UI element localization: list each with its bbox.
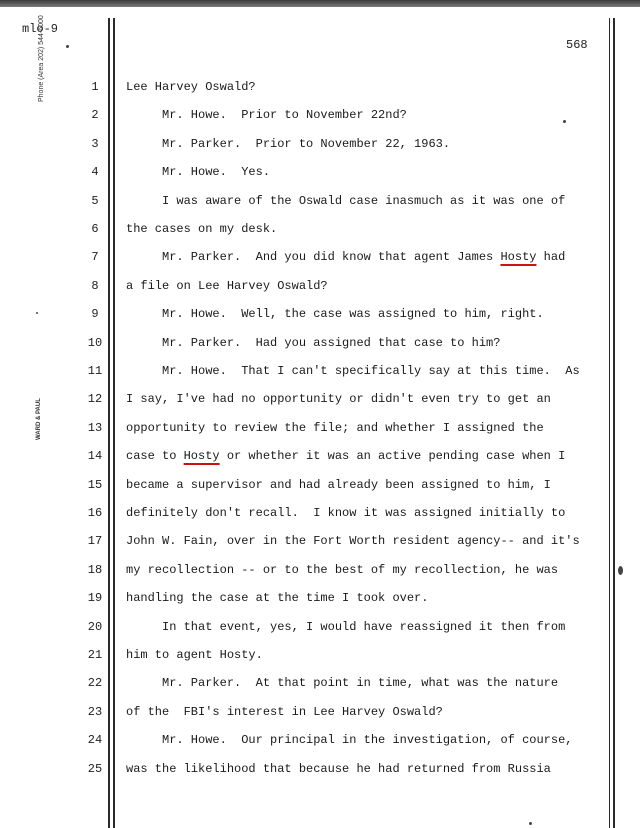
transcript-line bbox=[0, 648, 620, 666]
line-number: 19 bbox=[87, 591, 103, 605]
line-text bbox=[126, 705, 443, 719]
line-number: 25 bbox=[87, 762, 103, 776]
transcript-line bbox=[0, 563, 620, 581]
line-text-part: opportunity to review the file; and whether I assigned the bbox=[126, 421, 544, 435]
page-number: 568 bbox=[566, 38, 588, 52]
line-text-part: Mr. Howe. Well, the case was assigned to him, right. bbox=[126, 307, 544, 321]
transcript-line bbox=[0, 80, 620, 98]
line-text bbox=[126, 762, 551, 776]
line-text-part: definitely don't recall. I know it was assigned initially to bbox=[126, 506, 566, 520]
line-text bbox=[126, 506, 565, 520]
line-text bbox=[126, 194, 565, 208]
line-number: 17 bbox=[87, 534, 103, 548]
transcript-line bbox=[0, 506, 620, 524]
transcript-line bbox=[0, 392, 620, 410]
transcript-line bbox=[0, 108, 620, 126]
line-text-part: Mr. Howe. Our principal in the investigation, of course, bbox=[126, 733, 573, 747]
line-text-part: of the FBI's interest in Lee Harvey Oswald? bbox=[126, 705, 443, 719]
line-text-part: Mr. Howe. Yes. bbox=[126, 165, 271, 179]
line-number: 2 bbox=[91, 108, 99, 122]
line-text bbox=[126, 222, 277, 236]
line-number: 6 bbox=[91, 222, 99, 236]
scan-speck bbox=[529, 822, 532, 825]
line-number: 13 bbox=[87, 421, 103, 435]
transcript-line bbox=[0, 222, 620, 240]
line-number: 16 bbox=[87, 506, 103, 520]
line-text bbox=[126, 733, 572, 747]
line-text bbox=[126, 279, 328, 293]
highlighted-name: Hosty bbox=[500, 250, 537, 264]
line-number: 15 bbox=[87, 478, 103, 492]
line-text bbox=[126, 108, 407, 122]
document-id: mlo-9 bbox=[22, 22, 59, 36]
line-text-part: Mr. Howe. That I can't specifically say at this time. As bbox=[126, 364, 580, 378]
transcript-line bbox=[0, 421, 620, 439]
transcript-line bbox=[0, 620, 620, 638]
transcript-line bbox=[0, 336, 620, 354]
line-text-part: had bbox=[536, 250, 566, 264]
line-text bbox=[126, 676, 558, 690]
line-number: 10 bbox=[87, 336, 103, 350]
line-text bbox=[126, 165, 270, 179]
line-text-part: a file on Lee Harvey Oswald? bbox=[126, 279, 328, 293]
line-number: 20 bbox=[87, 620, 103, 634]
line-text bbox=[126, 250, 565, 264]
transcript-line bbox=[0, 705, 620, 723]
transcript-line bbox=[0, 591, 620, 609]
line-text bbox=[126, 478, 551, 492]
line-text-part: him to agent Hosty. bbox=[126, 648, 263, 662]
transcript-line bbox=[0, 279, 620, 297]
line-text-part: or whether it was an active pending case when I bbox=[219, 449, 566, 463]
line-text bbox=[126, 563, 558, 577]
transcript-line bbox=[0, 762, 620, 780]
line-text-part: I was aware of the Oswald case inasmuch as it was one of bbox=[126, 194, 566, 208]
transcript-line bbox=[0, 165, 620, 183]
line-text-part: case to bbox=[126, 449, 184, 463]
line-text bbox=[126, 648, 263, 662]
line-text-part: Mr. Parker. Prior to November 22, 1963. bbox=[126, 137, 451, 151]
line-text-part: Mr. Parker. At that point in time, what was the nature bbox=[126, 676, 559, 690]
line-text-part: handling the case at the time I took over. bbox=[126, 591, 429, 605]
line-number: 14 bbox=[87, 449, 103, 463]
transcript-line bbox=[0, 733, 620, 751]
line-text bbox=[126, 307, 544, 321]
line-text bbox=[126, 421, 544, 435]
line-text bbox=[126, 392, 551, 406]
line-text-part: Mr. Parker. And you did know that agent James bbox=[126, 250, 501, 264]
line-text-part: Mr. Howe. Prior to November 22nd? bbox=[126, 108, 407, 122]
transcript-line bbox=[0, 534, 620, 552]
line-text bbox=[126, 364, 580, 378]
line-text bbox=[126, 449, 565, 463]
transcript-line bbox=[0, 250, 620, 268]
line-number: 8 bbox=[91, 279, 99, 293]
line-number: 1 bbox=[91, 80, 99, 94]
line-number: 9 bbox=[91, 307, 99, 321]
line-text-part: In that event, yes, I would have reassigned it then from bbox=[126, 620, 566, 634]
line-number: 18 bbox=[87, 563, 103, 577]
highlighted-name: Hosty bbox=[183, 449, 220, 463]
line-number: 24 bbox=[87, 733, 103, 747]
transcript-line bbox=[0, 676, 620, 694]
transcript-line bbox=[0, 478, 620, 496]
margin-phone-text: Phone (Area 202) 544-6000 bbox=[38, 15, 45, 102]
line-text-part: the cases on my desk. bbox=[126, 222, 278, 236]
line-number: 21 bbox=[87, 648, 103, 662]
line-text-part: I say, I've had no opportunity or didn't even try to get an bbox=[126, 392, 551, 406]
transcript-line bbox=[0, 364, 620, 382]
line-number: 11 bbox=[87, 364, 103, 378]
line-number: 22 bbox=[87, 676, 103, 690]
transcript-line bbox=[0, 307, 620, 325]
line-number: 3 bbox=[91, 137, 99, 151]
line-text bbox=[126, 336, 500, 350]
transcript-line bbox=[0, 194, 620, 212]
line-text bbox=[126, 534, 580, 548]
line-number: 23 bbox=[87, 705, 103, 719]
line-number: 7 bbox=[91, 250, 99, 264]
line-text-part: John W. Fain, over in the Fort Worth resident agency-- and it's bbox=[126, 534, 580, 548]
line-text bbox=[126, 80, 256, 94]
margin-firm-name: WARD & PAUL bbox=[36, 398, 42, 440]
line-text-part: Mr. Parker. Had you assigned that case to him? bbox=[126, 336, 501, 350]
line-number: 12 bbox=[87, 392, 103, 406]
line-text-part: became a supervisor and had already been assigned to him, I bbox=[126, 478, 551, 492]
line-number: 5 bbox=[91, 194, 99, 208]
line-text bbox=[126, 591, 428, 605]
line-number: 4 bbox=[91, 165, 99, 179]
scan-speck bbox=[66, 45, 69, 48]
line-text-part: Lee Harvey Oswald? bbox=[126, 80, 256, 94]
transcript-line bbox=[0, 137, 620, 155]
line-text-part: was the likelihood that because he had returned from Russia bbox=[126, 762, 551, 776]
scan-top-edge bbox=[0, 0, 640, 7]
transcript-line bbox=[0, 449, 620, 467]
line-text bbox=[126, 620, 565, 634]
line-text-part: my recollection -- or to the best of my recollection, he was bbox=[126, 563, 559, 577]
line-text bbox=[126, 137, 450, 151]
